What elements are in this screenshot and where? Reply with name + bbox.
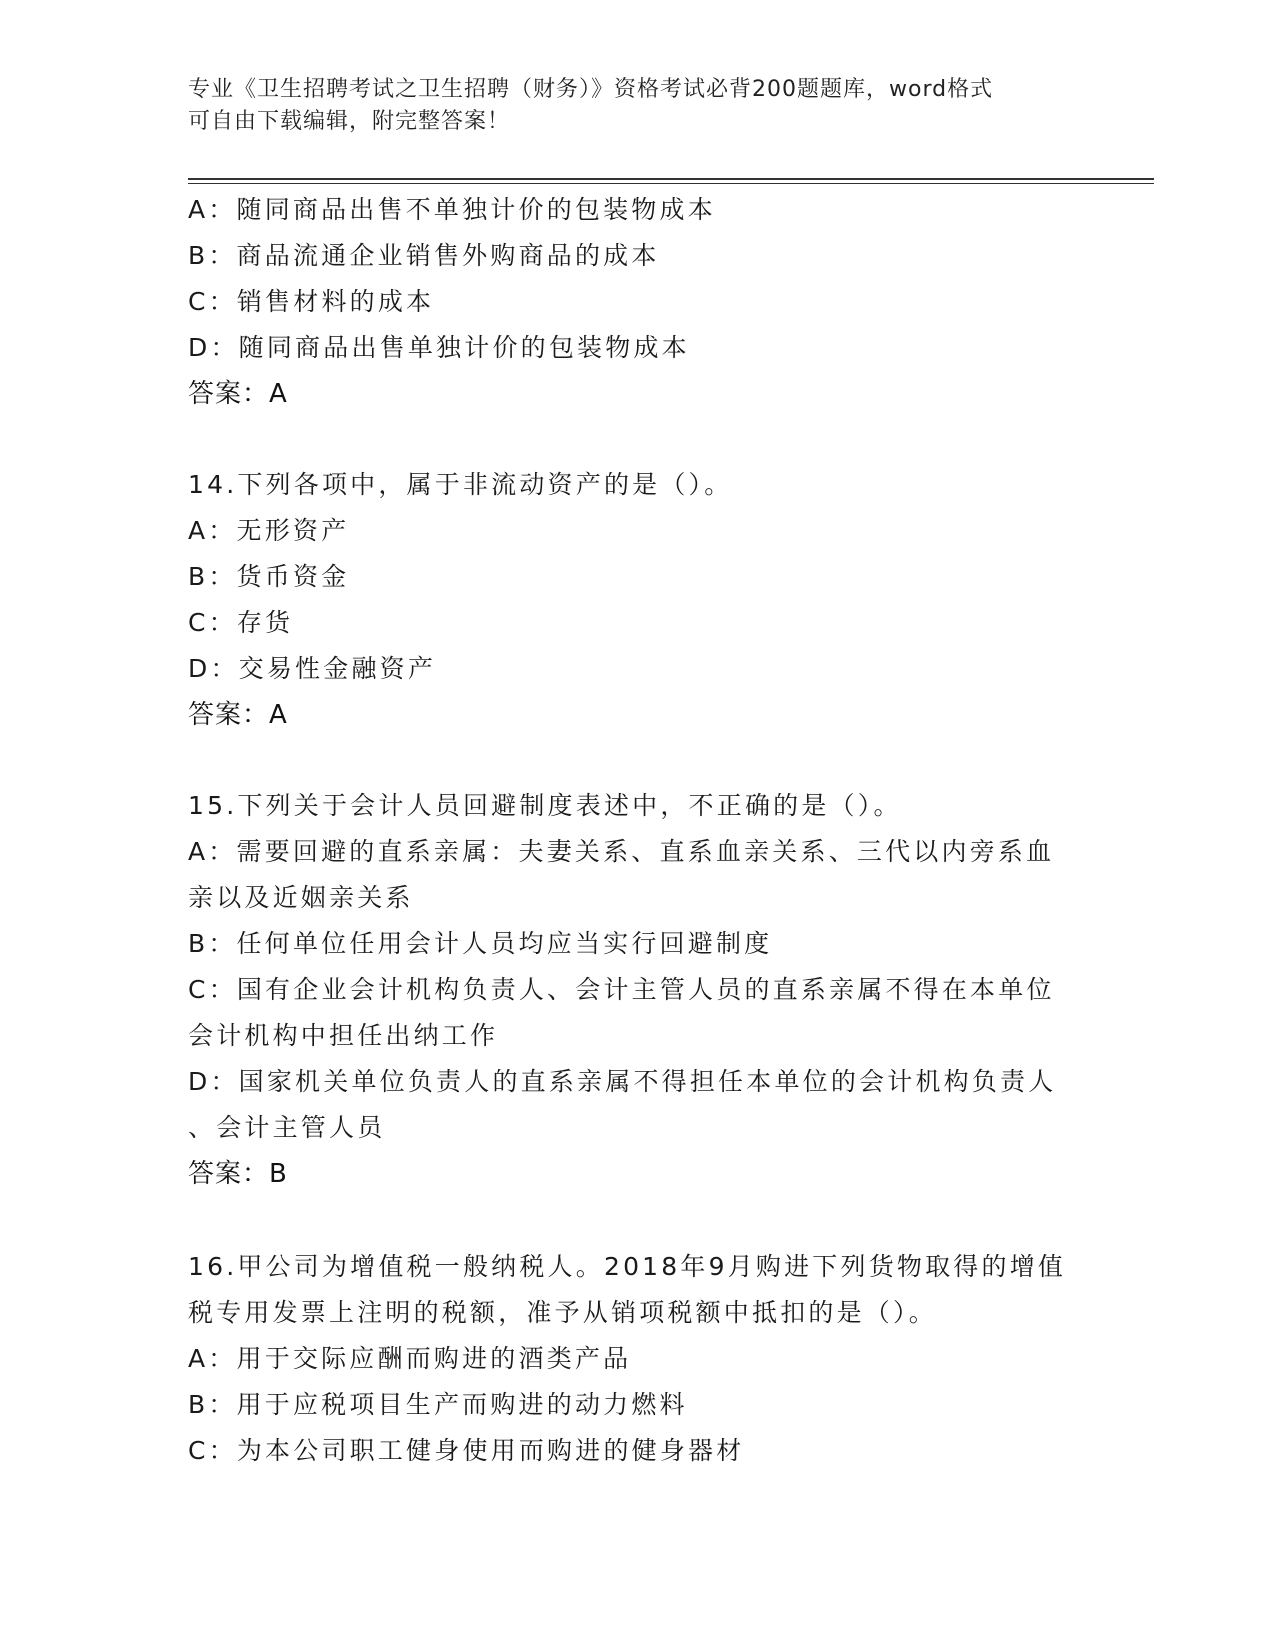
question-stem: 15.下列关于会计人员回避制度表述中，不正确的是（）。 [188,791,902,820]
option-d-line-2: 、会计主管人员 [188,1113,386,1142]
answer: 答案：A [188,379,288,409]
option-c: C：存货 [188,608,294,637]
option-b: B：任何单位任用会计人员均应当实行回避制度 [188,929,773,958]
option-a: A：无形资产 [188,516,350,545]
question-15 [188,783,1088,1197]
spacer [188,738,1088,783]
option-a-line-1: A：需要回避的直系亲属：夫妻关系、直系血亲关系、三代以内旁系血 [188,837,1055,866]
header-title-line-1: 专业《卫生招聘考试之卫生招聘（财务）》资格考试必背200题题库，word格式 [188,77,994,102]
question-stem-line-1: 16.甲公司为增值税一般纳税人。2018年9月购进下列货物取得的增值 [188,1252,1067,1281]
option-c: C：为本公司职工健身使用而购进的健身器材 [188,1436,745,1465]
option-b: B：用于应税项目生产而购进的动力燃料 [188,1390,688,1419]
option-a: A：随同商品出售不单独计价的包装物成本 [188,195,716,224]
option-c: C：销售材料的成本 [188,287,435,316]
question-16 [188,1244,1088,1474]
option-a: A：用于交际应酬而购进的酒类产品 [188,1344,632,1373]
option-c-line-2: 会计机构中担任出纳工作 [188,1021,499,1050]
question-stem-line-2: 税专用发票上注明的税额，准予从销项税额中抵扣的是（）。 [188,1298,937,1327]
question-stem: 14.下列各项中，属于非流动资产的是（）。 [188,470,733,499]
question-14 [188,462,1088,738]
spacer [188,1197,1088,1244]
question-13 [188,187,1088,417]
option-d-line-1: D：国家机关单位负责人的直系亲属不得担任本单位的会计机构负责人 [188,1067,1057,1096]
option-d: D：交易性金融资产 [188,654,437,683]
option-b: B：商品流通企业销售外购商品的成本 [188,241,660,270]
header-divider-thin [188,183,1154,184]
spacer [188,417,1088,462]
answer: 答案：B [188,1159,288,1189]
option-a-line-2: 亲以及近姻亲关系 [188,883,414,912]
header-title-line-2: 可自由下载编辑，附完整答案！ [188,109,511,134]
option-c-line-1: C：国有企业会计机构负责人、会计主管人员的直系亲属不得在本单位 [188,975,1055,1004]
answer: 答案：A [188,700,288,730]
option-d: D：随同商品出售单独计价的包装物成本 [188,333,690,362]
header-divider-thick [188,178,1154,180]
question-list [188,187,1088,1474]
document-header [188,74,1068,138]
option-b: B：货币资金 [188,562,350,591]
